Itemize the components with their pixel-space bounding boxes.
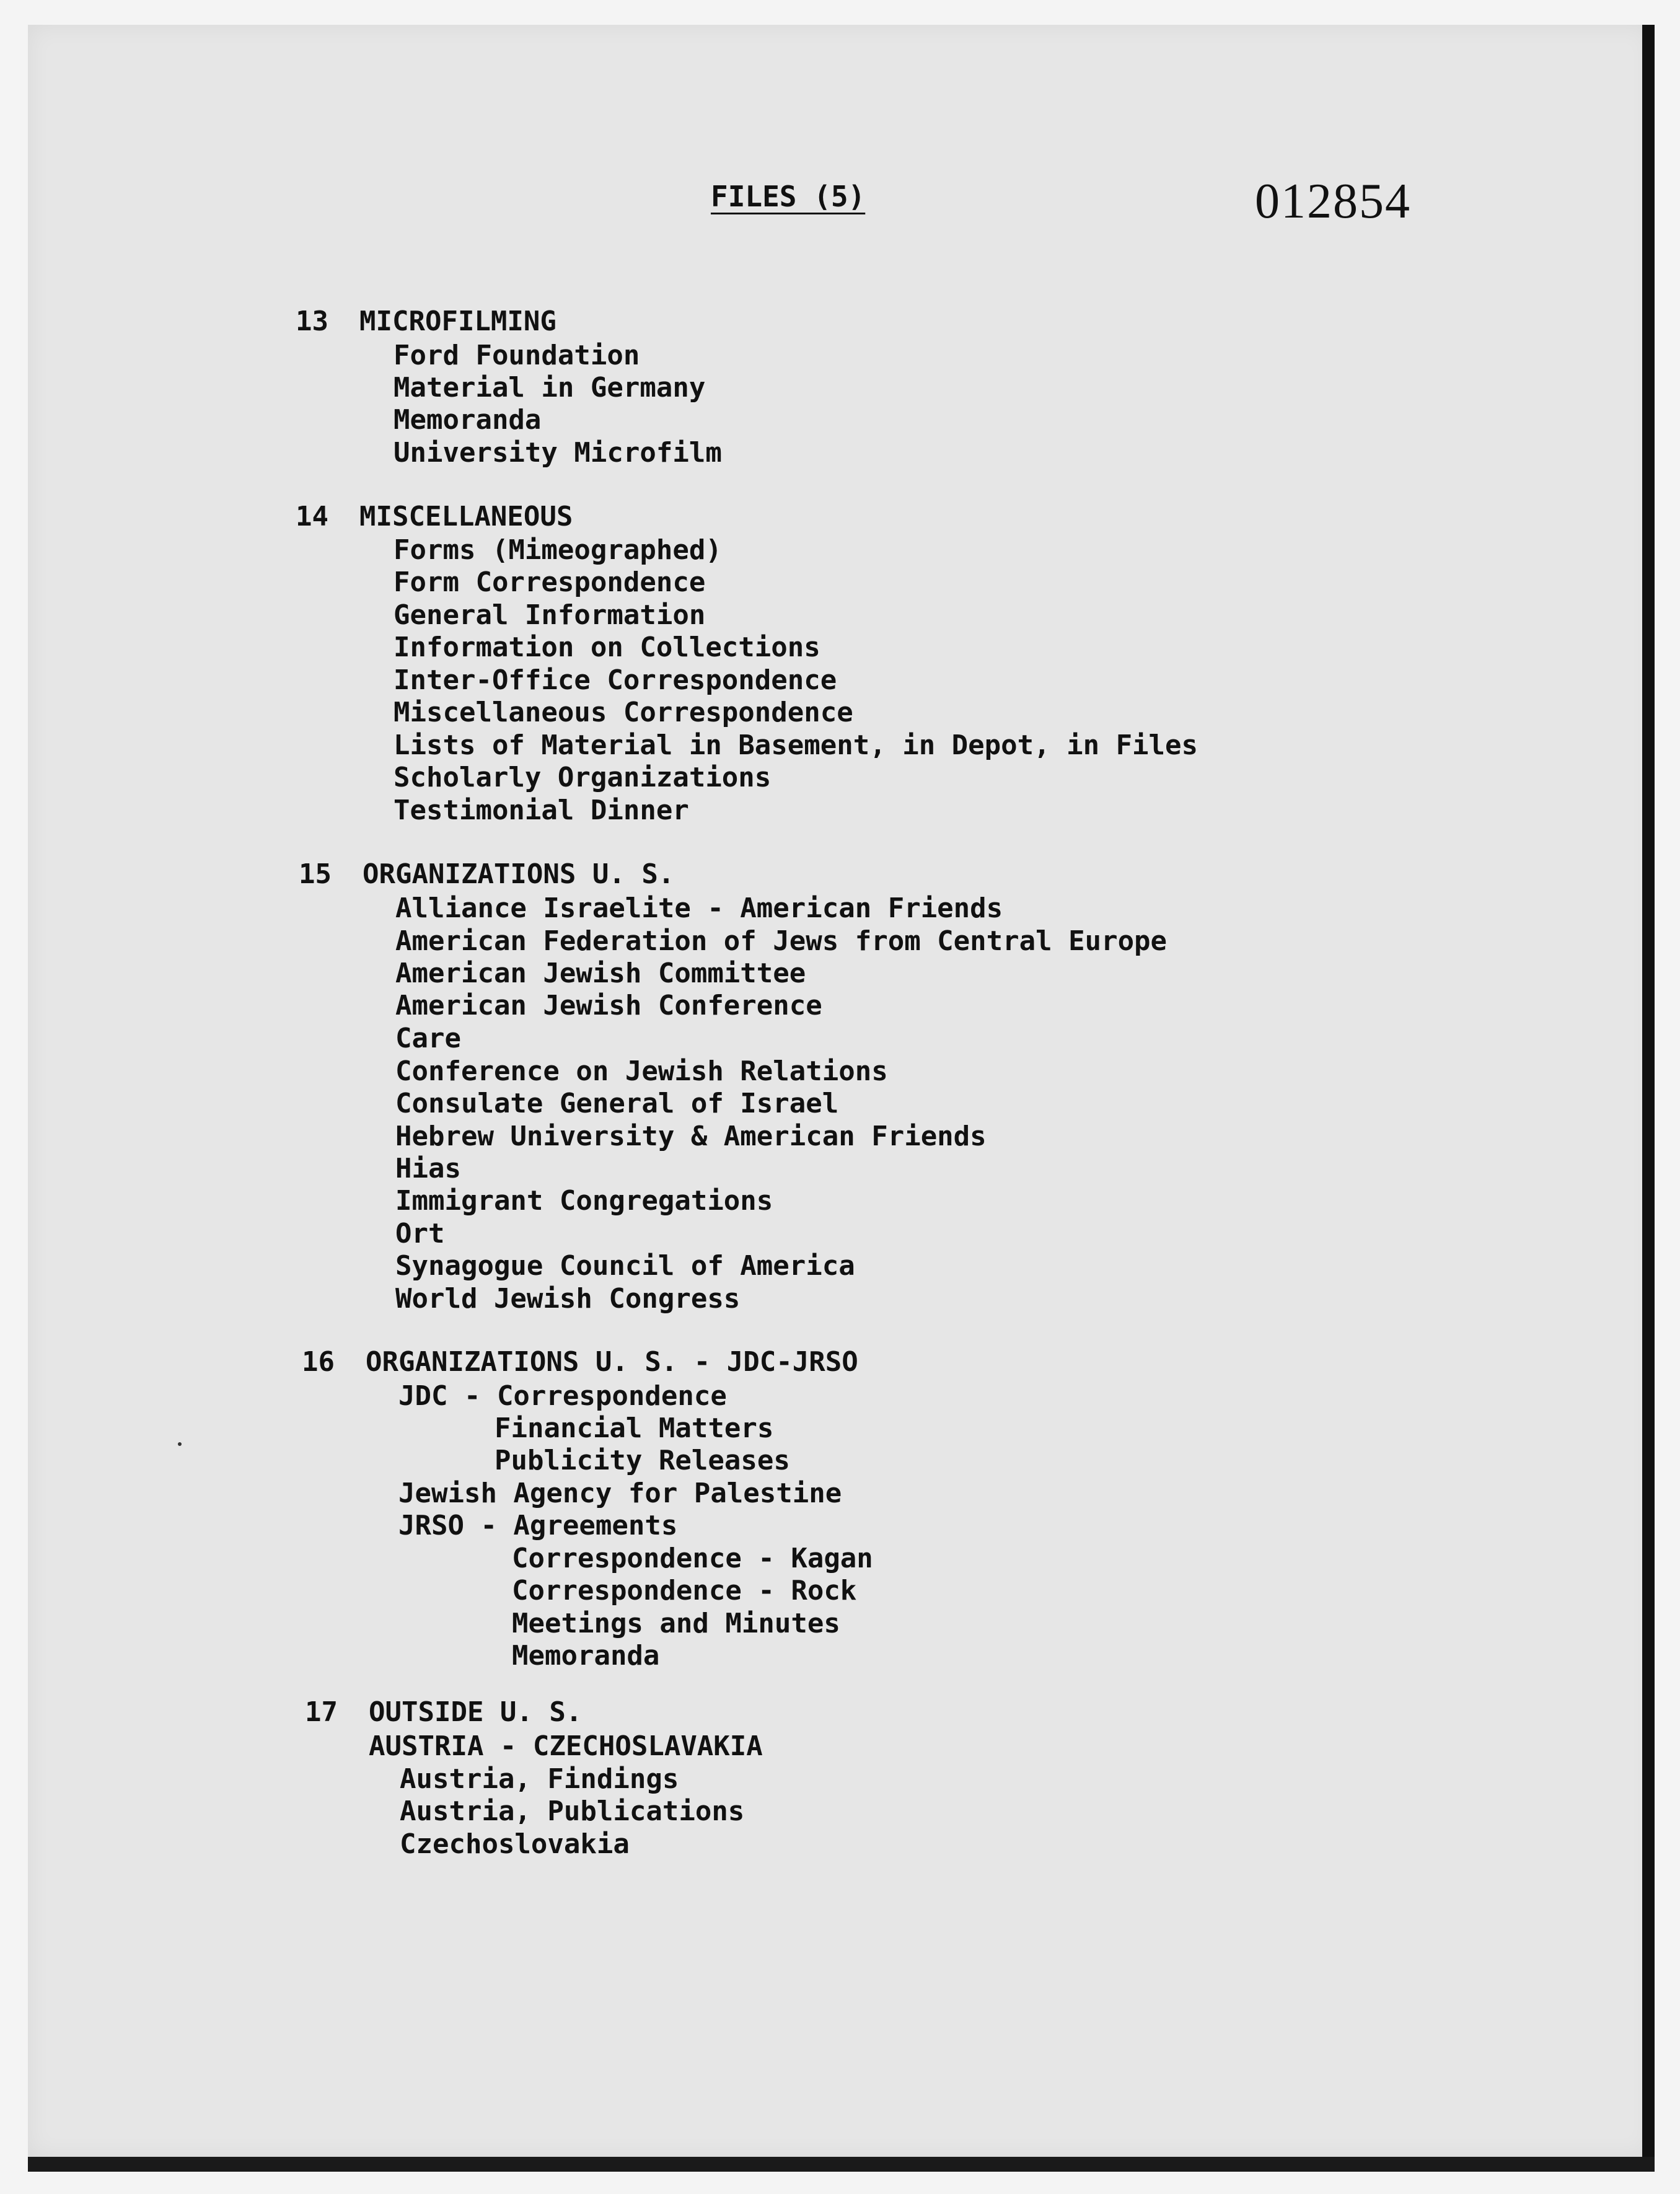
section-number: 16 (302, 1346, 335, 1378)
list-item: American Jewish Conference (395, 990, 822, 1021)
list-item: Consulate General of Israel (395, 1088, 839, 1119)
section-number: 13 (296, 306, 328, 337)
page-title: FILES (5) (711, 180, 866, 213)
list-item: Financial Matters (495, 1412, 774, 1444)
list-item: Ort (395, 1218, 445, 1249)
page-bottom-edge (28, 2157, 1655, 2172)
list-item: Inter-Office Correspondence (394, 664, 837, 696)
list-item: Forms (Mimeographed) (394, 534, 722, 566)
page-right-edge (1642, 25, 1655, 2157)
list-item: Care (395, 1023, 461, 1054)
section-title: MISCELLANEOUS (359, 501, 573, 532)
list-item: Scholarly Organizations (394, 762, 772, 793)
list-item: AUSTRIA - CZECHOSLAVAKIA (369, 1730, 763, 1762)
list-item: Material in Germany (394, 372, 706, 403)
section-number: 15 (299, 858, 332, 890)
list-item: American Jewish Committee (395, 958, 806, 989)
list-item: World Jewish Congress (395, 1283, 741, 1315)
list-item: Ford Foundation (394, 340, 640, 371)
list-item: Jewish Agency for Palestine (398, 1478, 842, 1509)
list-item: JRSO - Agreements (398, 1510, 678, 1541)
list-item: Publicity Releases (495, 1445, 790, 1476)
list-item: Alliance Israelite - American Friends (395, 892, 1003, 924)
list-item: Czechoslovakia (400, 1828, 630, 1860)
section-number: 17 (305, 1696, 338, 1728)
list-item: University Microfilm (394, 437, 722, 469)
list-item: Synagogue Council of America (395, 1250, 855, 1282)
section-number: 14 (296, 501, 328, 532)
list-item: Austria, Publications (400, 1795, 745, 1827)
section-title: ORGANIZATIONS U. S. (363, 858, 675, 890)
list-item: Form Correspondence (394, 566, 706, 598)
list-item: Correspondence - Kagan (512, 1543, 873, 1574)
list-item: Lists of Material in Basement, in Depot, in Files (394, 729, 1198, 761)
list-item: Meetings and Minutes (512, 1608, 840, 1639)
list-item: American Federation of Jews from Central Europe (395, 925, 1168, 957)
list-item: General Information (394, 599, 706, 631)
list-item: Immigrant Congregations (395, 1185, 773, 1217)
list-item: Correspondence - Rock (512, 1575, 857, 1606)
section-title: OUTSIDE U. S. (369, 1696, 583, 1728)
list-item: Information on Collections (394, 632, 820, 663)
list-item: Conference on Jewish Relations (395, 1055, 888, 1087)
list-item: Hebrew University & American Friends (395, 1121, 987, 1152)
section-title: MICROFILMING (359, 306, 556, 337)
list-item: Testimonial Dinner (394, 795, 689, 826)
document-page (28, 25, 1651, 2157)
list-item: JDC - Correspondence (398, 1380, 727, 1412)
list-item: Miscellaneous Correspondence (394, 697, 853, 728)
list-item: Hias (395, 1153, 461, 1184)
document-number: 012854 (1255, 174, 1411, 229)
list-item: Memoranda (394, 404, 542, 436)
list-item: Memoranda (512, 1640, 660, 1672)
scan-speck (178, 1442, 182, 1446)
section-title: ORGANIZATIONS U. S. - JDC-JRSO (366, 1346, 858, 1378)
list-item: Austria, Findings (400, 1763, 679, 1795)
